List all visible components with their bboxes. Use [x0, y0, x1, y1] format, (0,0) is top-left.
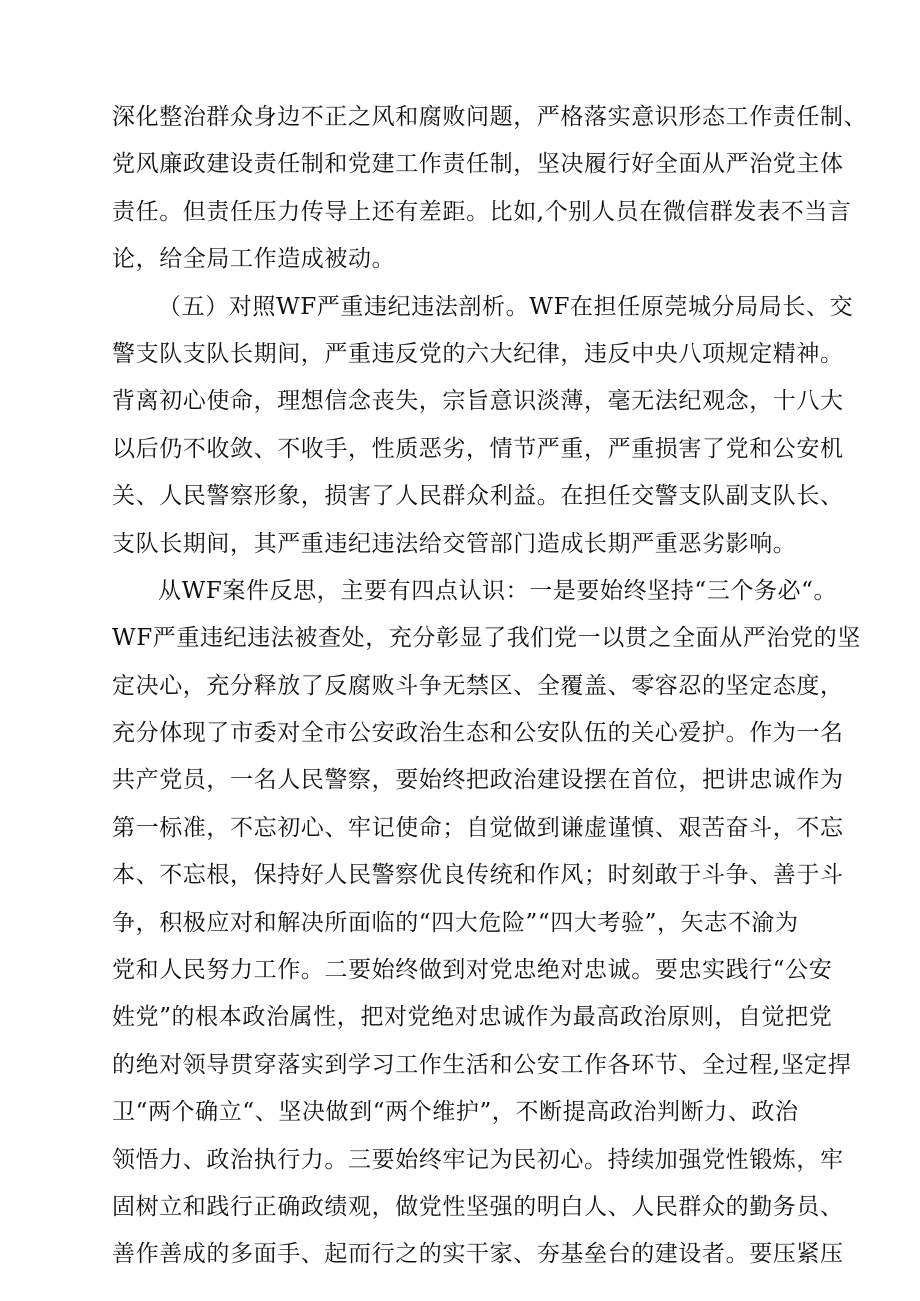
text-line: 善作善成的多面手、起而行之的实干家、夯基垒台的建设者。要压紧压 [112, 1241, 844, 1268]
text-line: 定决心，充分释放了反腐败斗争无禁区、全覆盖、零容忍的坚定态度， [112, 672, 844, 699]
text-line: 争，积极应对和解决所面临的“四大危险”“四大考验”，矢志不渝为 [112, 909, 799, 936]
text-line: 固树立和践行正确政绩观，做党性坚强的明白人、人民群众的勤务员、 [112, 1193, 844, 1220]
text-line: 卫“两个确立“、坚决做到“两个维护”，不断提高政治判断力、政治 [112, 1099, 799, 1126]
text-line: 本、不忘根，保持好人民警察优良传统和作风；时刻敢于斗争、善于斗 [112, 862, 844, 889]
text-line: 的绝对领导贯穿落实到学习工作生活和公安工作各环节、全过程,坚定捍 [112, 1051, 852, 1078]
text-line: 论，给全局工作造成被动。 [112, 246, 396, 273]
text-line: 第一标准，不忘初心、牢记使命；自觉做到谦虚谨慎、艰苦奋斗，不忘 [112, 814, 844, 841]
text-line: 深化整治群众身边不正之风和腐败问题，严格落实意识形态工作责任制、 [112, 104, 868, 130]
paragraph-3 [112, 568, 861, 1279]
text-line: 从WF案件反思，主要有四点认识：一是要始终坚持“三个务必“。 [158, 577, 838, 604]
text-line: （五）对照WF严重违纪违法剖析。WF在担任原莞城分局局长、交 [158, 293, 854, 320]
document-body [112, 94, 868, 1279]
text-line: 关、人民警察形象，损害了人民群众利益。在担任交警支队副支队长、 [112, 483, 844, 510]
text-line: 领悟力、政治执行力。三要始终牢记为民初心。持续加强党性锻炼，牢 [112, 1146, 844, 1173]
text-line: 背离初心使命，理想信念丧失，宗旨意识淡薄，毫无法纪观念，十八大 [112, 388, 844, 415]
text-line: 姓党”的根本政治属性，把对党绝对忠诚作为最高政治原则，自觉把党 [112, 1004, 833, 1031]
text-line: 警支队支队长期间，严重违反党的六大纪律，违反中央八项规定精神。 [112, 340, 844, 367]
text-line: 党风廉政建设责任制和党建工作责任制，坚决履行好全面从严治党主体 [112, 151, 844, 178]
text-line: 支队长期间，其严重违纪违法给交管部门造成长期严重恶劣影响。 [112, 530, 797, 557]
paragraph-2 [112, 284, 854, 568]
text-line: 充分体现了市委对全市公安政治生态和公安队伍的关心爱护。作为一名 [112, 720, 844, 747]
text-line: 以后仍不收敛、不收手，性质恶劣，情节严重，严重损害了党和公安机 [112, 435, 844, 462]
paragraph-1 [112, 94, 868, 284]
text-line: WF严重违纪违法被查处，充分彰显了我们党一以贯之全面从严治党的坚 [112, 625, 861, 652]
text-line: 责任。但责任压力传导上还有差距。比如,个别人员在微信群发表不当言 [112, 198, 852, 225]
text-line: 党和人民努力工作。二要始终做到对党忠绝对忠诚。要忠实践行“公安 [112, 957, 833, 984]
text-line: 共产党员，一名人民警察，要始终把政治建设摆在首位，把讲忠诚作为 [112, 767, 844, 794]
